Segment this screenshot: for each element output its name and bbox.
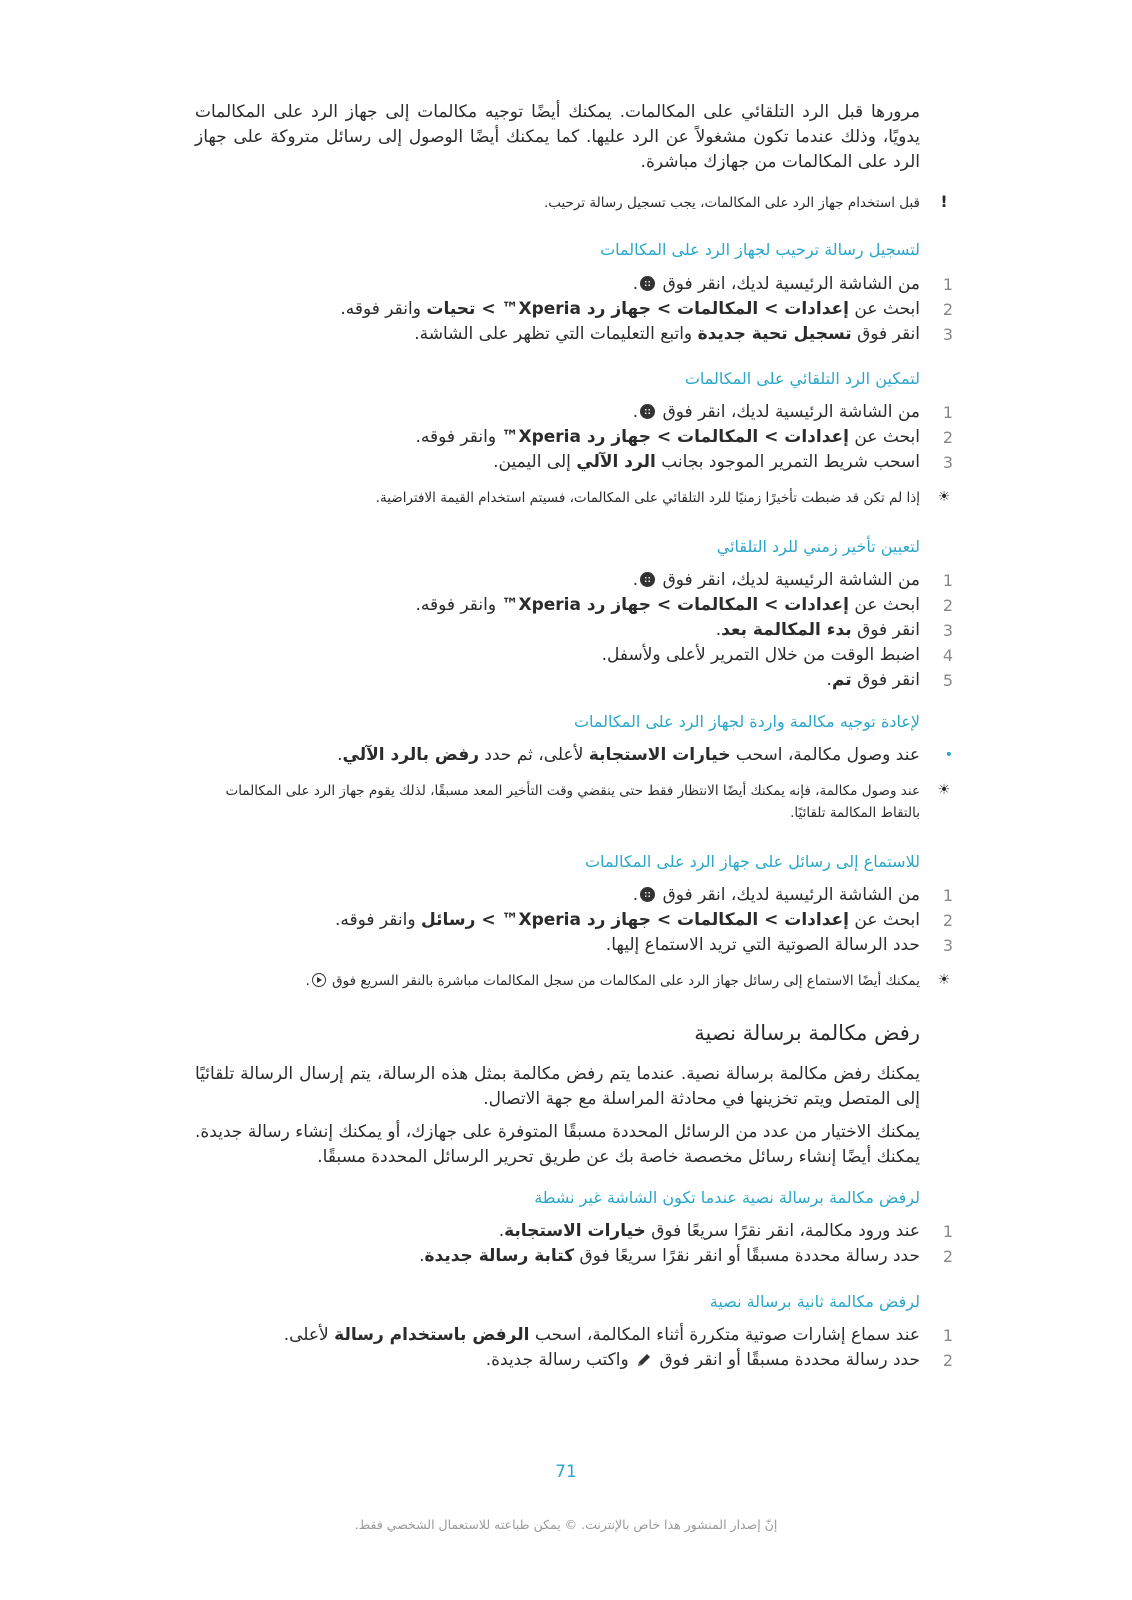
tip-note-text: يمكنك أيضًا الاستماع إلى رسائل جهاز الرد على المكالمات من سجل المكالمات مباشرة بالنقر السريع فوق bbox=[332, 973, 920, 989]
intro-paragraph: مرورها قبل الرد التلقائي على المكالمات. يمكنك أيضًا توجيه مكالمات إلى جهاز الرد على المكالمات يدويًا، وذلك عندما تكون مشغولاً عن الرد عليها. كما يمكنك أيضًا الوصول إلى رسائل متروكة على جهاز الرد على المكالمات من جهازك مباشرة. bbox=[195, 102, 920, 172]
step-text: لأعلى. bbox=[283, 1325, 329, 1345]
step-text: . bbox=[337, 745, 343, 765]
step-text: . bbox=[826, 670, 832, 690]
list-item bbox=[195, 933, 954, 958]
list-item bbox=[195, 1244, 954, 1269]
step-text: لأعلى، ثم حدد bbox=[484, 745, 584, 765]
option-name: خيارات الاستجابة bbox=[504, 1221, 646, 1241]
step-text: من الشاشة الرئيسية لديك، انقر فوق bbox=[662, 274, 920, 294]
step-text: . bbox=[632, 570, 639, 590]
list-item bbox=[195, 618, 954, 643]
step-text: من الشاشة الرئيسية لديك، انقر فوق bbox=[662, 570, 920, 590]
step-text: انقر فوق bbox=[857, 324, 920, 344]
step-number: 3 bbox=[942, 936, 954, 955]
list-item bbox=[195, 297, 954, 322]
step-number: 5 bbox=[942, 671, 954, 690]
step-text: ابحث عن bbox=[854, 910, 920, 930]
lightbulb-icon: ☀ bbox=[937, 782, 951, 798]
section-title-record-greeting: لتسجيل رسالة ترحيب لجهاز الرد على المكالمات bbox=[600, 240, 920, 259]
step-text: من الشاشة الرئيسية لديك، انقر فوق bbox=[662, 402, 920, 422]
step-text: . bbox=[632, 274, 639, 294]
step-text: . bbox=[632, 402, 639, 422]
apps-grid-icon bbox=[640, 572, 655, 587]
step-text: عند سماع إشارات صوتية متكررة أثناء المكالمة، اسحب bbox=[534, 1325, 920, 1345]
step-number: 1 bbox=[942, 1222, 954, 1241]
step-text: إلى اليمين. bbox=[493, 452, 571, 472]
step-number: 1 bbox=[942, 1326, 954, 1345]
steps-reject-inactive bbox=[195, 1219, 954, 1269]
step-text: . bbox=[498, 1221, 505, 1241]
list-item bbox=[195, 1219, 954, 1244]
option-name: بدء المكالمة بعد bbox=[721, 620, 852, 640]
step-number: 2 bbox=[942, 596, 954, 615]
tip-note bbox=[195, 487, 951, 509]
step-text: واكتب رسالة جديدة. bbox=[485, 1350, 629, 1370]
steps-enable-auto-answer bbox=[195, 400, 954, 475]
steps-reject-second-call bbox=[195, 1323, 954, 1373]
section-title-set-delay: لتعيين تأخير زمني للرد التلقائي bbox=[716, 537, 920, 556]
apps-grid-icon bbox=[640, 887, 655, 902]
lightbulb-icon: ☀ bbox=[937, 489, 951, 505]
step-number: 2 bbox=[942, 1351, 954, 1370]
list-item bbox=[195, 322, 954, 347]
step-text: حدد رسالة محددة مسبقًا أو انقر فوق bbox=[659, 1350, 920, 1370]
step-text: حدد الرسالة الصوتية التي تريد الاستماع إليها. bbox=[605, 935, 920, 955]
list-item bbox=[195, 1348, 954, 1373]
step-text: ابحث عن bbox=[854, 595, 920, 615]
step-number: 2 bbox=[942, 1247, 954, 1266]
list-item bbox=[195, 668, 954, 693]
option-name: تم bbox=[831, 670, 852, 690]
steps-divert-call bbox=[195, 743, 953, 768]
option-name: تسجيل تحية جديدة bbox=[697, 324, 852, 344]
bullet-icon: • bbox=[944, 747, 953, 763]
section-title-reject-inactive: لرفض مكالمة برسالة نصية عندما تكون الشاشة غير نشطة bbox=[534, 1188, 920, 1207]
step-text: ابحث عن bbox=[854, 299, 920, 319]
step-text: اسحب شريط التمرير الموجود بجانب bbox=[661, 452, 920, 472]
step-text: . bbox=[715, 620, 722, 640]
step-number: 1 bbox=[942, 275, 954, 294]
option-name: كتابة رسالة جديدة bbox=[424, 1246, 575, 1266]
play-icon bbox=[312, 973, 326, 987]
paragraph: يمكنك رفض مكالمة برسالة نصية. عندما يتم رفض مكالمة بمثل هذه الرسالة، يتم إرسال الرسالة تلقائيًا إلى المتصل ويتم تخزينها في محادثة المراسلة مع جهة الاتصال. bbox=[195, 1064, 920, 1109]
steps-listen-messages bbox=[195, 883, 954, 958]
menu-path: إعدادات > المكالمات > جهاز رد Xperia™ bbox=[501, 595, 849, 615]
step-number: 1 bbox=[942, 886, 954, 905]
warning-note bbox=[195, 192, 948, 214]
option-name: الرد الآلي bbox=[576, 452, 656, 472]
list-item bbox=[195, 593, 954, 618]
step-text: . bbox=[632, 885, 639, 905]
step-number: 3 bbox=[942, 453, 954, 472]
step-number: 3 bbox=[942, 325, 954, 344]
list-item bbox=[195, 272, 954, 297]
section-title-listen-messages: للاستماع إلى رسائل على جهاز الرد على المكالمات bbox=[584, 852, 920, 871]
step-text: وانقر فوقه. bbox=[340, 299, 421, 319]
list-item bbox=[195, 1323, 954, 1348]
step-text: وانقر فوقه. bbox=[415, 595, 497, 615]
list-item bbox=[195, 450, 954, 475]
option-name: رفض بالرد الآلي bbox=[342, 745, 480, 765]
step-number: 3 bbox=[942, 621, 954, 640]
apps-grid-icon bbox=[640, 276, 655, 291]
section-title-reject-second-call: لرفض مكالمة ثانية برسالة نصية bbox=[709, 1292, 920, 1311]
pencil-icon bbox=[636, 1352, 652, 1368]
step-number: 4 bbox=[942, 646, 954, 665]
step-text: . bbox=[419, 1246, 425, 1266]
menu-path: إعدادات > المكالمات > جهاز رد Xperia™ bbox=[501, 427, 849, 447]
section-title-enable-auto-answer: لتمكين الرد التلقائي على المكالمات bbox=[684, 369, 920, 388]
option-name: خيارات الاستجابة bbox=[588, 745, 731, 765]
option-name: الرفض باستخدام رسالة bbox=[334, 1325, 530, 1345]
manual-page bbox=[195, 0, 954, 1600]
step-text: وانقر فوقه. bbox=[334, 910, 416, 930]
step-text: اضبط الوقت من خلال التمرير لأعلى ولأسفل. bbox=[601, 645, 920, 665]
tip-note-text: إذا لم تكن قد ضبطت تأخيرًا زمنيًا للرد التلقائي على المكالمات، فسيتم استخدام القيمة الافتراضية. bbox=[375, 490, 920, 506]
warning-note-text: قبل استخدام جهاز الرد على المكالمات، يجب تسجيل رسالة ترحيب. bbox=[543, 195, 920, 211]
step-number: 2 bbox=[942, 911, 954, 930]
step-text: عند وصول مكالمة، اسحب bbox=[735, 745, 920, 765]
step-number: 1 bbox=[942, 571, 954, 590]
list-item bbox=[195, 568, 954, 593]
apps-grid-icon bbox=[640, 404, 655, 419]
list-item bbox=[195, 743, 953, 768]
footer-note: إنّ إصدار المنشور هذا خاص بالإنترنت. © يمكن طباعته للاستعمال الشخصي فقط. bbox=[354, 1517, 778, 1532]
menu-path: إعدادات > المكالمات > جهاز رد Xperia™ > تحيات bbox=[426, 299, 849, 319]
steps-record-greeting bbox=[195, 272, 954, 347]
paragraph: يمكنك الاختيار من عدد من الرسائل المحددة مسبقًا المتوفرة على جهازك، أو يمكنك إنشاء رسالة جديدة. يمكنك أيضًا إنشاء رسائل مخصصة خاصة بك عن طريق تحرير الرسائل المحددة مسبقًا. bbox=[195, 1122, 920, 1167]
list-item bbox=[195, 425, 954, 450]
step-text: انقر فوق bbox=[857, 620, 920, 640]
step-text: عند ورود مكالمة، انقر نقرًا سريعًا فوق bbox=[651, 1221, 920, 1241]
step-text: من الشاشة الرئيسية لديك، انقر فوق bbox=[662, 885, 920, 905]
list-item bbox=[195, 908, 954, 933]
step-text: وانقر فوقه. bbox=[415, 427, 497, 447]
lightbulb-icon: ☀ bbox=[937, 972, 951, 988]
step-text: حدد رسالة محددة مسبقًا أو انقر نقرًا سريعًا فوق bbox=[579, 1246, 920, 1266]
steps-set-delay bbox=[195, 568, 954, 693]
step-text: ابحث عن bbox=[854, 427, 920, 447]
tip-note bbox=[195, 780, 951, 824]
step-number: 2 bbox=[942, 300, 954, 319]
tip-note-text: عند وصول مكالمة، فإنه يمكنك أيضًا الانتظار فقط حتى ينقضي وقت التأخير المعد مسبقًا، لذلك يقوم جهاز الرد على المكالمات بالتقاط المكالمة تلقائيًا. bbox=[225, 783, 920, 821]
list-item bbox=[195, 883, 954, 908]
page-number: 71 bbox=[555, 1462, 577, 1482]
exclamation-icon: ! bbox=[940, 192, 948, 211]
list-item bbox=[195, 643, 954, 668]
list-item bbox=[195, 400, 954, 425]
section-title-divert-call: لإعادة توجيه مكالمة واردة لجهاز الرد على المكالمات bbox=[573, 712, 920, 731]
tip-note-text: . bbox=[305, 973, 310, 989]
step-text: واتبع التعليمات التي تظهر على الشاشة. bbox=[414, 324, 693, 344]
step-text: انقر فوق bbox=[857, 670, 920, 690]
heading-reject-with-sms: رفض مكالمة برسالة نصية bbox=[694, 1021, 920, 1045]
step-number: 2 bbox=[942, 428, 954, 447]
menu-path: إعدادات > المكالمات > جهاز رد Xperia™ > رسائل bbox=[420, 910, 849, 930]
tip-note bbox=[195, 970, 951, 992]
step-number: 1 bbox=[942, 403, 954, 422]
